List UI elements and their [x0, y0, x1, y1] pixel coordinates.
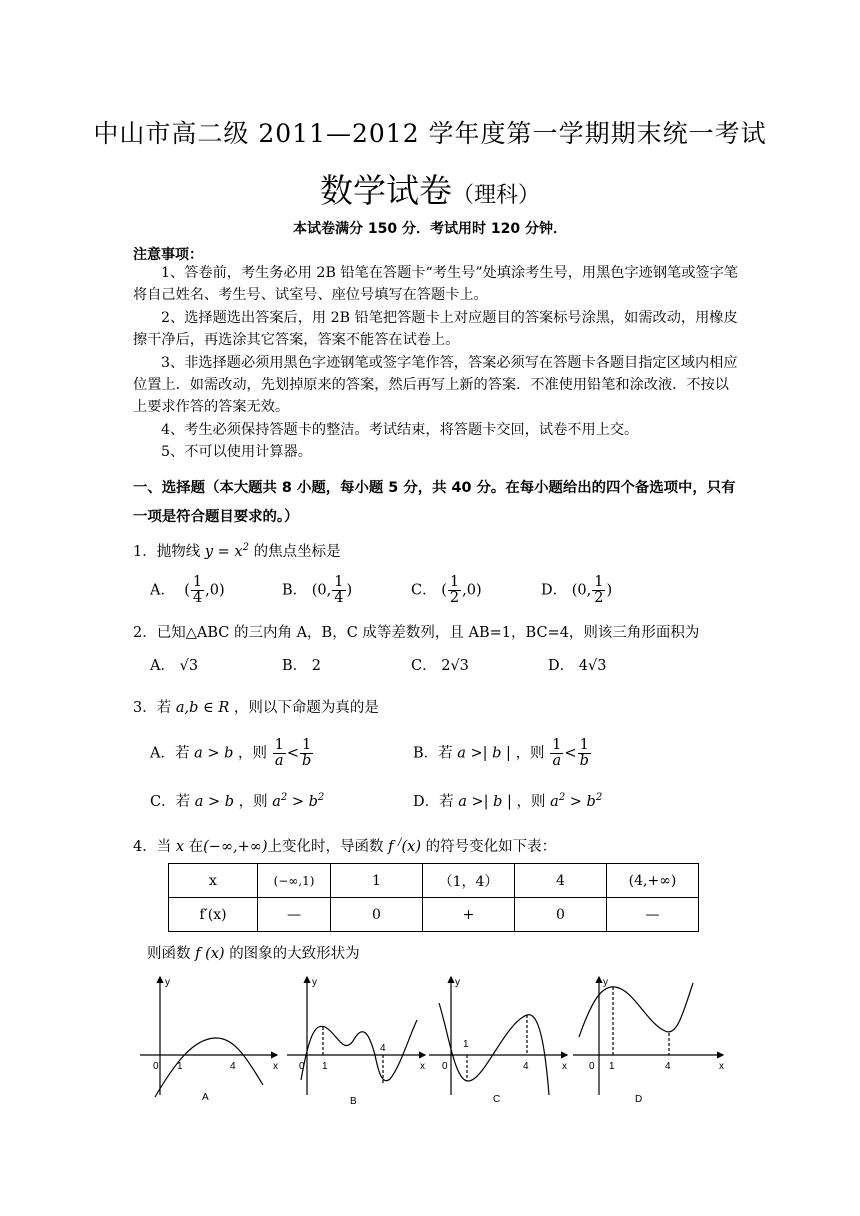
notice-heading: 注意事项：	[133, 247, 203, 263]
q1-option-c: C． ( $\frac{1}{2}$ ,0)	[411, 574, 482, 607]
graph-label: A	[202, 1092, 209, 1103]
tick-label: 4	[523, 1061, 529, 1072]
table-row	[169, 864, 699, 898]
table-cell: 0	[515, 898, 607, 932]
table-cell: —	[607, 898, 699, 932]
q2-option-a: A． √3	[150, 658, 199, 674]
table-cell: （1，4）	[423, 864, 515, 898]
table-cell: (4,+∞)	[607, 864, 699, 898]
exam-meta: 本试卷满分 150 分．考试用时 120 分钟．	[293, 221, 567, 237]
subject-variant: （理科）	[451, 183, 540, 208]
question-number: 1．	[133, 544, 157, 560]
axis-label-y: y	[312, 977, 317, 988]
axis-label-y: y	[455, 977, 460, 988]
tick-label: 0	[153, 1061, 159, 1072]
axis-label-y: y	[165, 977, 170, 988]
question-3: 3．若 a,b ∈ R ，则以下命题为真的是	[133, 700, 379, 716]
notice-list	[133, 262, 743, 464]
question-text: 抛物线	[156, 544, 201, 560]
tick-label: 1	[177, 1061, 183, 1072]
graph-d	[573, 977, 723, 1095]
table-cell: 4	[515, 864, 607, 898]
table-cell: (−∞,1)	[258, 864, 331, 898]
math-expression: a,b ∈ R	[171, 700, 234, 716]
exam-title-line: 中山市高二级 2011—2012 学年度第一学期期末统一考试	[93, 119, 767, 148]
q2-option-c: C． 2√3	[411, 658, 469, 674]
q3-option-c: C．若 a > b ，则 $a^2 > b^2$	[150, 792, 325, 810]
tick-label: 0	[299, 1061, 305, 1072]
tick-label: 1	[609, 1061, 615, 1072]
answer-graphs	[135, 975, 735, 1110]
notice-item: 2、选择题选出答案后，用 2B 铅笔把答题卡上对应题目的答案标号涂黑，如需改动，用橡皮擦干净后，再选涂其它答案，答案不能答在试卷上。	[133, 309, 738, 349]
table-cell: 0	[331, 898, 423, 932]
graph-b	[287, 977, 425, 1095]
graph-label: B	[350, 1096, 357, 1107]
table-cell: x	[169, 864, 258, 898]
table-cell: +	[423, 898, 515, 932]
tick-label: 0	[442, 1061, 448, 1072]
graph-c	[429, 977, 567, 1095]
tick-label: 1	[322, 1061, 328, 1072]
exam-subject-title	[0, 165, 860, 212]
axis-label-x: x	[719, 1061, 724, 1072]
tick-label: 4	[380, 1043, 386, 1054]
axis-label-x: x	[273, 1061, 278, 1072]
tick-label: 0	[589, 1061, 595, 1072]
notice-item: 3、非选择题必须用黑色字迹钢笔或签字笔作答，答案必须写在答题卡各题目指定区域内相应位置上．如需改动，先划掉原来的答案，然后再写上新的答案．不准使用铅笔和涂改液．不按以上要求作答的答案无效。	[133, 354, 738, 416]
table-row	[169, 898, 699, 932]
section-heading: 一、选择题（本大题共 8 小题，每小题 5 分，共 40 分。在每小题给出的四个备选项中，只有一项是符合题目要求的。）	[133, 480, 736, 525]
q3-option-a: A．若 a > b ，则 $\frac{1}{a}$ < $\frac{1}{b}$	[150, 737, 312, 770]
q3-option-d: D．若 a >| b | ，则 $a^2 > b^2$	[413, 792, 603, 810]
axis-label-x: x	[562, 1061, 567, 1072]
tick-label: 1	[463, 1039, 469, 1050]
subject-name: 数学试卷	[319, 171, 452, 210]
table-cell: f′(x)	[169, 898, 258, 932]
table-cell: —	[258, 898, 331, 932]
axis-label-x: x	[420, 1061, 425, 1072]
q2-option-d: D． 4√3	[548, 658, 607, 674]
graph-a	[140, 977, 277, 1097]
tick-label: 4	[230, 1061, 236, 1072]
q3-option-b: B．若 a >| b | ，则 $\frac{1}{a}$ < $\frac{1}{b}$	[413, 737, 589, 770]
q2-option-b: B． 2	[282, 658, 321, 674]
question-text: 的焦点坐标是	[253, 544, 341, 560]
notice-item: 4、考生必须保持答题卡的整洁。考试结束，将答题卡交回，试卷不用上交。	[161, 421, 639, 438]
tick-label: 4	[665, 1061, 671, 1072]
axis-label-y: y	[603, 977, 608, 988]
derivative-sign-table	[168, 863, 699, 932]
question-4: 4．当 x 在(−∞,+∞)上变化时，导函数 f /(x) 的符号变化如下表：	[133, 837, 557, 855]
q1-option-b: B． (0, $\frac{1}{4}$ )	[282, 574, 353, 607]
table-cell: 1	[331, 864, 423, 898]
math-expression: $y = x^2$	[204, 542, 249, 560]
question-2: 2．已知△ABC 的三内角 A，B，C 成等差数列，且 AB=1，BC=4，则该三角形面积为	[133, 625, 700, 641]
q1-option-a: A． ( $\frac{1}{4}$ ,0)	[150, 574, 225, 607]
question-4-prompt: 则函数 f (x) 的图象的大致形状为	[147, 946, 360, 962]
question-1	[133, 540, 341, 561]
graph-label: C	[493, 1094, 501, 1105]
notice-item: 5、不可以使用计算器。	[161, 444, 312, 461]
graph-label: D	[635, 1094, 643, 1105]
notice-item: 1、答卷前，考生务必用 2B 铅笔在答题卡“考生号”处填涂考生号，用黑色字迹钢笔或签字笔将自己姓名、考生号、试室号、座位号填写在答题卡上。	[133, 265, 738, 304]
q1-option-d: D． (0, $\frac{1}{2}$ )	[541, 574, 613, 607]
